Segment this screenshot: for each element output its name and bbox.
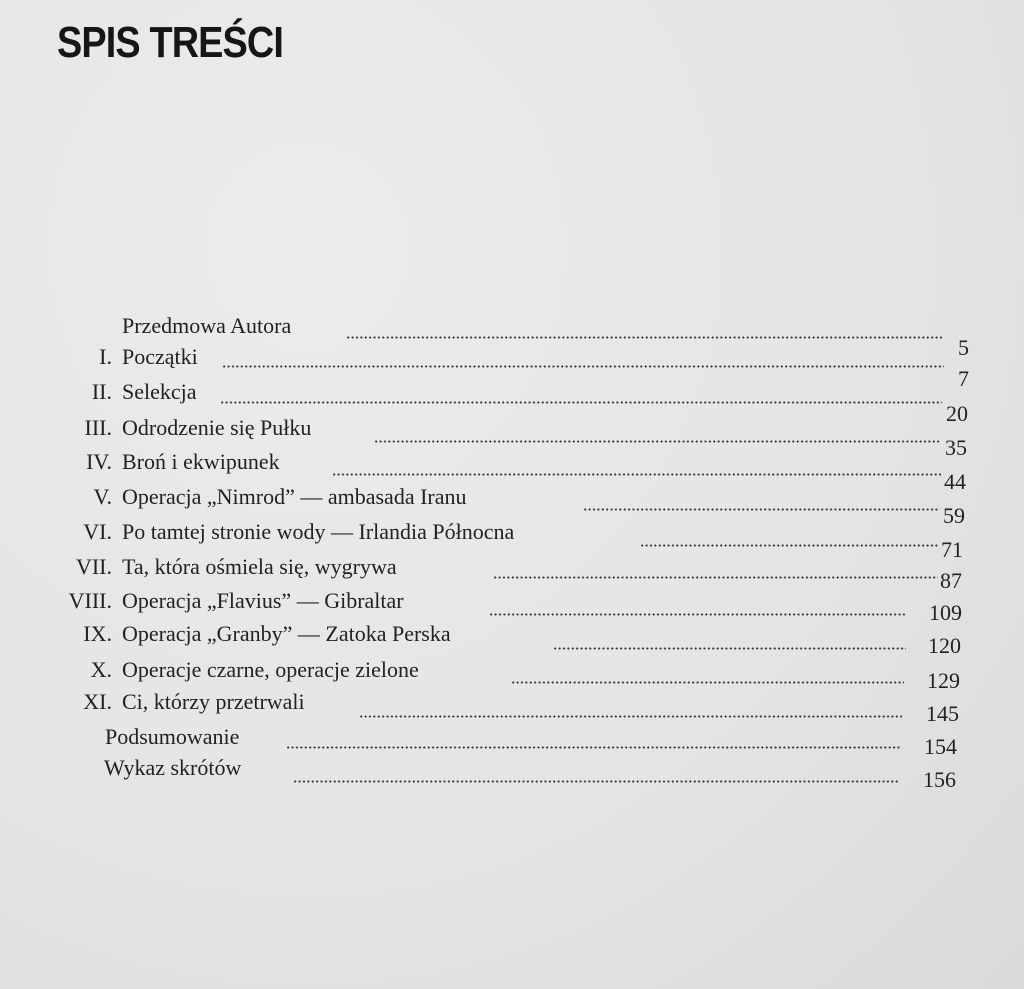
toc-entry xyxy=(16,686,976,726)
toc-entry xyxy=(16,618,976,658)
dot-leader xyxy=(493,576,938,579)
toc-entry-number: XI. xyxy=(83,689,112,714)
toc-entry-title: Podsumowanie xyxy=(105,724,240,749)
toc-entry xyxy=(16,721,976,759)
toc-entry xyxy=(16,341,976,391)
dot-leader xyxy=(222,365,944,368)
page-title: SPIS TREŚCI xyxy=(57,18,284,67)
toc-entry xyxy=(16,752,976,792)
toc-entry-page: 7 xyxy=(958,366,969,391)
toc-entry-title: Odrodzenie się Pułku xyxy=(122,415,312,440)
toc-entry-title: Selekcja xyxy=(122,379,197,404)
toc-entry-page: 120 xyxy=(928,633,961,658)
toc-entry xyxy=(16,585,976,625)
toc-entry-title: Ci, którzy przetrwali xyxy=(122,689,305,714)
toc-entry xyxy=(16,376,976,426)
toc-entry-page: 44 xyxy=(944,469,966,494)
toc-entry-title: Operacja „Flavius” — Gibraltar xyxy=(122,588,404,613)
toc-entry-page: 156 xyxy=(923,767,956,792)
dot-leader xyxy=(553,647,906,650)
dot-leader xyxy=(286,746,900,749)
toc-entry-number: IX. xyxy=(83,621,112,646)
dot-leader xyxy=(359,715,902,718)
toc-entry-number: IV. xyxy=(86,449,112,474)
toc-entry-number: VIII. xyxy=(68,588,112,613)
toc-entry-page: 59 xyxy=(943,503,965,528)
toc-entry-page: 109 xyxy=(929,600,962,625)
dot-leader xyxy=(511,681,904,684)
toc-entry-title: Operacja „Nimrod” — ambasada Iranu xyxy=(122,484,467,509)
toc-entry-title: Operacja „Granby” — Zatoka Perska xyxy=(122,621,451,646)
toc-entry-page: 145 xyxy=(926,701,959,726)
toc-entry-page: 154 xyxy=(924,734,957,759)
toc-entry xyxy=(16,654,976,693)
dot-leader xyxy=(640,544,939,547)
dot-leader xyxy=(346,336,944,339)
dot-leader xyxy=(583,508,940,511)
toc-entry xyxy=(16,446,976,494)
toc-entry-number: X. xyxy=(90,657,112,682)
toc-entry xyxy=(16,516,976,562)
toc-entry xyxy=(16,481,976,528)
toc-entry-number: I. xyxy=(99,344,112,369)
toc-entry-title: Operacje czarne, operacje zielone xyxy=(122,657,419,682)
toc-entry-page: 87 xyxy=(940,568,962,593)
toc-entry-page: 71 xyxy=(941,537,963,562)
dot-leader xyxy=(293,780,898,783)
toc-entry-number: VII. xyxy=(75,554,112,579)
toc-entry-page: 20 xyxy=(946,401,968,426)
toc-entry-title: Broń i ekwipunek xyxy=(122,449,280,474)
toc-entry-title: Po tamtej stronie wody — Irlandia Północna xyxy=(122,519,515,544)
dot-leader xyxy=(489,613,907,616)
toc-entry-page: 129 xyxy=(927,668,960,693)
dot-leader xyxy=(332,473,941,476)
toc-entry-title: Wykaz skrótów xyxy=(104,755,242,780)
toc-entry xyxy=(16,551,976,593)
toc-entry-number: VI. xyxy=(83,519,112,544)
toc-entry-title: Ta, która ośmiela się, wygrywa xyxy=(122,554,397,579)
toc-entry-number: V. xyxy=(93,484,112,509)
toc-entry-title: Początki xyxy=(122,344,198,369)
toc-entry xyxy=(16,412,976,460)
dot-leader xyxy=(220,401,942,404)
toc-entry-page: 5 xyxy=(958,335,969,360)
toc-entry-page: 35 xyxy=(945,435,967,460)
toc-entry-number: II. xyxy=(91,379,112,404)
toc-entry-number: III. xyxy=(84,415,112,440)
dot-leader xyxy=(374,440,941,443)
toc-entry-title: Przedmowa Autora xyxy=(122,313,292,338)
